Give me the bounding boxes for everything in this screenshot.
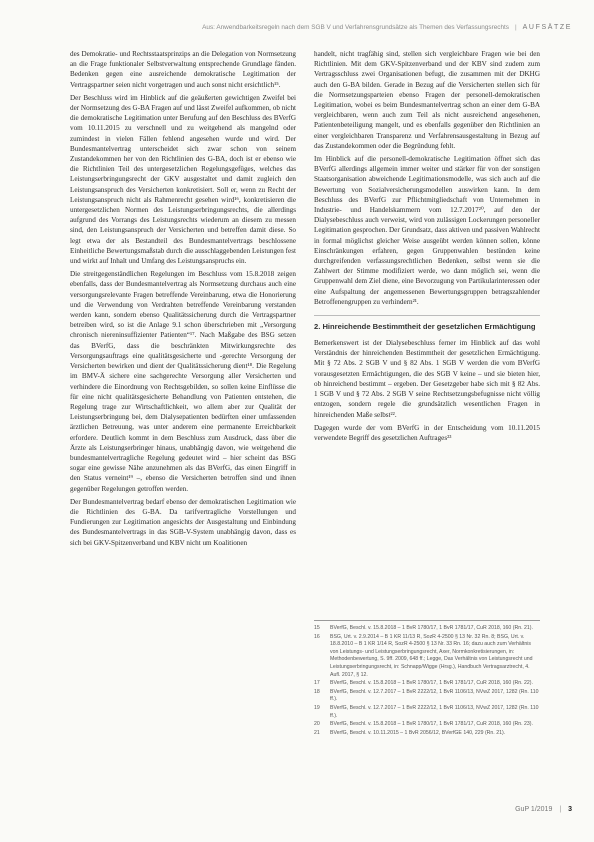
footnote-text: BVerfG, Beschl. v. 15.8.2018 – 1 BvR 1780/17, 1 BvR 1781/17, CuR 2018, 160 (Rn. 21). xyxy=(330,625,533,631)
footnote-number: 16 xyxy=(314,633,320,640)
body-paragraph: Dagegen wurde der vom BVerfG in der Entscheidung vom 10.11.2015 verwendete Begriff des gesetzlichen Auftrages²³ xyxy=(314,423,540,442)
footnote xyxy=(314,634,540,680)
section-label: AUFSÄTZE xyxy=(522,24,572,31)
running-head xyxy=(70,24,572,31)
section-divider xyxy=(314,315,540,316)
body-paragraph: des Demokratie- und Rechtsstaatsprinzips an die Delegation von Normsetzung an die Frage funktionaler Selbstverwaltung entsprechende Grundlage fänden. Bedenken gegen eine ausreichende demokratische Legitimation der Vertragspartner seien nicht vorgetragen und auch sonst nicht ersichtlich¹⁵. xyxy=(70,50,296,89)
body-paragraph: Der Bundesmantelvertrag bedarf ebenso der demokratischen Legitimation wie die Richtlinien des G-BA. Da tarifvertragliche Vorstellungen und Fundierungen zur Legitimation angesichts der Ausgestaltung und Einbindung des Bundesmantelvertrags in das SGB-V-System unabhängig davon, dass es sich bei GKV-Spitzenverband und KBV nicht um Koalitionen xyxy=(70,497,296,547)
footnote-text: BVerfG, Beschl. v. 12.7.2017 – 1 BvR 2222/12, 1 BvR 1106/13, NVwZ 2017, 1282 (Rn. 110 ff.). xyxy=(330,704,539,719)
footnote-rule xyxy=(314,620,540,621)
body-paragraph: Der Beschluss wird im Hinblick auf die geäußerten gewichtigen Zweifel bei der Normsetzung des G-BA Fragen auf und lässt Zweifel aufkommen, ob nicht die demokratische Legitimation unter Berufung auf den Beschluss des BVerfG vom 10.11.2015 zu verschnell und zu weitgehend als mangelnd oder zumindest in vielen Fällen fehlend angesehen wurde und wird. Der Bundesmantelvertrag unterscheidet sich zwar schon von seinem Zustandekommen her von den Richtlinien des G-BA, doch ist er ebenso wie die Richtlinien Teil des untergesetzlichen Regelungsgefüges, welches das Leistungserbringungsrecht der GKV ausgestaltet und damit zugleich den Leistungsanspruch des Versicherten konkretisiert. Soll er, wenn zu Recht der Leistungsanspruch nicht als Rahmenrecht gesehen wird¹⁶, konkretisieren die untergesetzlichen Normen des Leistungserbringungsrechts, die allerdings aufgrund des Vorrangs des Leistungsrechts wiederum an diesem zu messen sind, den Leistungsanspruch der Versicherten und betreffen damit diese. So legt etwa der als Bestandteil des Bundesmantelvertrags beschlossene Einheitliche Bewertungsmaßstab durch die ausschlaggebenden Leistungen fest und wirkt auf Inhalt und Umfang des Leistungsanspruchs ein. xyxy=(70,93,296,266)
section-heading: 2. Hinreichende Bestimmtheit der gesetzlichen Ermächtigung xyxy=(314,322,536,332)
footnote-number: 15 xyxy=(314,625,320,631)
footnote xyxy=(314,730,540,738)
left-column xyxy=(70,49,296,551)
footnote xyxy=(314,705,540,720)
body-paragraph: Im Hinblick auf die personell-demokratische Legitimation öffnet sich das BVerfG allerdings allgemein immer weiter und stärker für von der sonstigen Staatsorganisation abweichende Legitimationsmodelle, was sich auch auf die Bewertung von Sozialversicherungsmodellen auswirken kann. In dem Beschluss des BVerfG zur Pflichtmitgliedschaft von Unternehmen in Industrie- und Handelskammern vom 12.7.2017²⁰, auf den der Dialysebeschluss auch verweist, wird von zulässigen Lockerungen personeller Legitimation gesprochen. Der Grundsatz, dass aktiven und passiven Wahlrecht in formal möglichst gleicher Weise ausgeübt werden können sollen, könne Einschränkungen erfahren, gegen Gruppenwahlen bestünden keine durchgreifenden verfassungsrechtlichen Bedenken, selbst wenn sie die Zahlwert der Stimme modifiziert werde, wo dann möglich sei, wenn die Gruppenwahl dem Ziel diene, eine Bevorzugung von Partikularinteressen oder eine Aufspaltung der angemessenen Bewertungsgruppen betragszahlender Betroffenengruppen zu verhindern²¹. xyxy=(314,155,540,306)
footnote xyxy=(314,689,540,704)
footnote-number: 18 xyxy=(314,688,320,695)
right-column xyxy=(314,49,540,446)
header-separator: | xyxy=(514,24,517,31)
footnote-number: 19 xyxy=(314,704,320,711)
footnote xyxy=(314,721,540,729)
footnote-number: 17 xyxy=(314,680,320,687)
article-title: Aus: Anwendbarkeitsregeln nach dem SGB V und Verfahrensgrundsätze als Themen des Verfassungsrechts xyxy=(202,24,509,31)
footnotes xyxy=(314,620,540,738)
body-paragraph: Die streitgegenständlichen Regelungen im Beschluss vom 15.8.2018 zeigen ebenfalls, dass der Bundesmantelvertrag als Normsetzung durchaus auch eine versorgungsrelevante Fragen betreffende Vereinbarung, etwa die Honorierung und die Verwendung von Verdrahten betreffende Vereinbarung verstanden werden kann, sondern ebenso Qualitätssicherung durch die Vertragspartner betreiben wird, so ist die Anlage 9.1 schon überschrieben mit „Versorgung chronisch niereninsuffizienter Patienten“¹⁷. Nach Maßgabe des BSG setzen das BVerfG, dass die beschränkten Mitwirkungsrechte des Versorgungsauftrags eine qualitätsgesicherte und -gerechte Versorgung der Versicherten bewirken und dient der Qualitätssicherung dient¹⁸. Die Regelung im BMV-Ä sichere eine sachgerechte Versorgung aller Versicherten und verhindere die Einordnung von Rechtsgebilden, so sollen keine Einflüsse die für eine nicht qualitätsgesicherte Behandlung von Patienten entstehen, die Regelung trage zur Wirtschaftlichkeit, wo allem aber zur Qualität der Leistungserbringung bei, dem Dialysepatienten bedürften einer umfassenden ärztlichen Betreuung, was unter anderem eine permanente Erreichbarkeit erfordere. Deutlich kommt in dem Beschluss zum Ausdruck, dass über die Ärzte als Leistungserbringer hinaus, unabhängig davon, wie weitgehend die bundesmantelvertragliche Regelung gedeutet wird – hier scheint das BSG sogar eine gewisse Nähe anzunehmen als das BVerfG, das einen Eingriff in den Status verneint¹⁹ –, ebenso die Versicherten betroffen sind und ihnen gegenüber Regelungen getroffen werden. xyxy=(70,270,296,493)
footnote xyxy=(314,680,540,688)
footer-separator: | xyxy=(559,806,562,813)
page-footer xyxy=(515,806,572,813)
journal-issue: GuP 1/2019 xyxy=(515,806,553,813)
footnote-text: BVerfG, Beschl. v. 10.11.2015 – 1 BvR 2056/12, BVerfGE 140, 229 (Rn. 21). xyxy=(330,729,506,736)
footnote xyxy=(314,625,540,633)
page-number: 3 xyxy=(568,806,572,813)
footnote-number: 21 xyxy=(314,729,320,736)
footnote-number: 20 xyxy=(314,721,320,728)
body-paragraph: handelt, nicht tragfähig sind, stellen sich vergleichbare Fragen wie bei den Richtlinien. Mit dem GKV-Spitzenverband und der KBV sind zudem zum Vertragsschluss zwei Organisationen befugt, die zusammen mit der DKHG auch den G-BA bilden. Gerade in Bezug auf die Versicherten stellen sich für die Normsetzungsparteien ebenso Fragen der personell-demokratischen Legitimation, wobei es beim Bundesmantelvertrag schon an einer dem G-BA vergleichbaren, wenn auch zum Teil als nicht ausreichend angesehenen, Patientenbeteiligung mangelt, und es ebenfalls gegenüber den Richtlinien an einer vergleichbaren Transparenz und Verfahrensausgestaltung in Bezug auf das Zustandekommen oder die Begründung fehlt. xyxy=(314,50,540,150)
body-paragraph: Bemerkenswert ist der Dialysebeschluss ferner im Hinblick auf das wohl Verständnis der hinreichenden Bestimmtheit der gesetzlichen Ermächtigung. Mit § 72 Abs. 2 SGB V und § 82 Abs. 1 SGB V werden die vom BVerfG vorausgesetzten Ermächtigungen, die des SGB V keine – und sie bieten hier, ob hinreichend bestimmt – ergeben. Der Gesetzgeber habe sich mit § 82 Abs. 1 SGB V und § 72 Abs. 2 SGB V seine Rechtsetzungsbefugnisse nicht völlig entzogen, sondern regele die grundsätzlich wesentlichen Fragen in hinreichenden Maße selbst²². xyxy=(314,339,540,419)
footnote-text: BSG, Urt. v. 2.9.2014 – B 1 KR 11/13 R, SozR 4-2500 § 13 Nr. 32 Rn. 8; BSG, Urt. v. 18.8.2010 – B 1 KR 1/14 R, SozR 4-2500 § 13 Nr. 33 Rn. 16; dazu auch zum Verhältnis von Leistungs- und Leistungserbringungsrecht, Axer, Normkonkretisierungen, in: Methodenbewertung, S. 9ff. 2009, 648 ff.; Legge, Das Verhältnis von Leistungsrecht und Leistungserbringungsrecht, in: Schnapp/Wigge (Hrsg.), Handbuch Vertragsarztrecht, 4. Aufl. 2017, § 12. xyxy=(330,633,533,678)
footnote-text: BVerfG, Beschl. v. 15.8.2018 – 1 BvR 1780/17, 1 BvR 1781/17, CuR 2018, 160 (Rn. 23). xyxy=(330,721,533,728)
footnote-text: BVerfG, Beschl. v. 15.8.2018 – 1 BvR 1780/17, 1 BvR 1781/17, CuR 2018, 160 (Rn. 22). xyxy=(330,680,533,687)
footnote-text: BVerfG, Beschl. v. 12.7.2017 – 1 BvR 2222/12, 1 BvR 1106/13, NVwZ 2017, 1282 (Rn. 110 ff.). xyxy=(330,688,539,703)
